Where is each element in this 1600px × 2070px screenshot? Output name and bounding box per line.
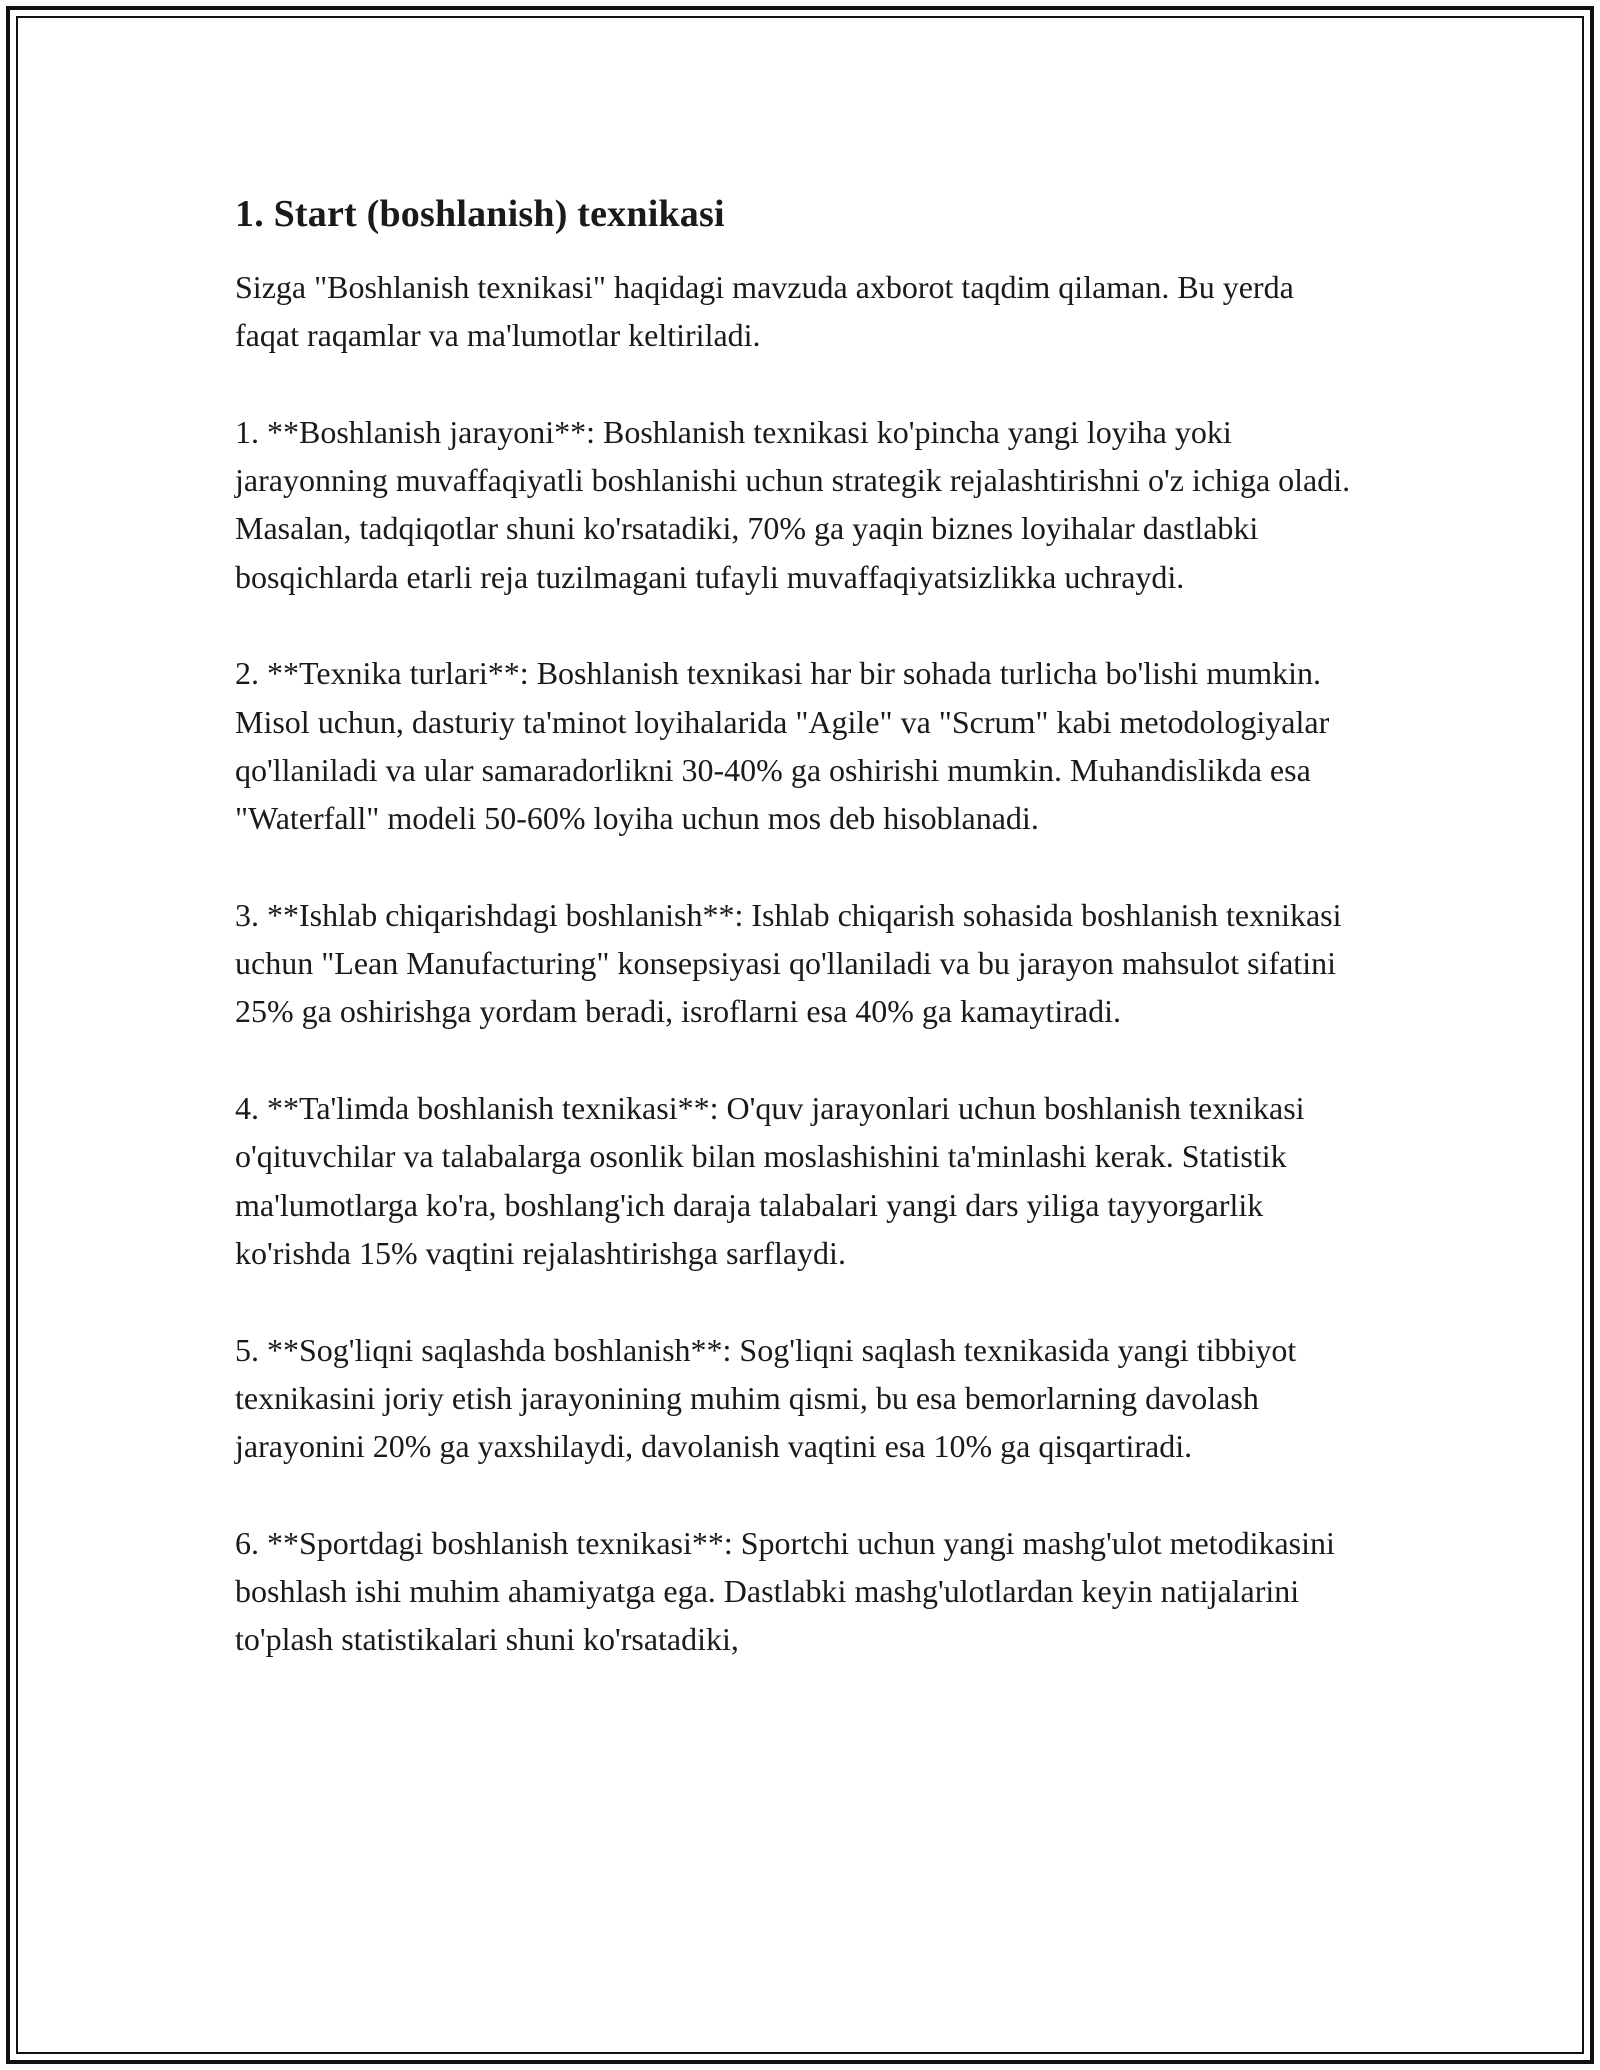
paragraph-texnika-turlari: 2. **Texnika turlari**: Boshlanish texnikasi har bir sohada turlicha bo'lishi mumkin. Misol uchun, dasturiy ta'minot loyihalarida "Agile" va "Scrum" kabi metodologiyalar qo'llaniladi va ular samaradorlikni 30-40% ga oshirishi mumkin. Muhandislikda esa "Waterfall" modeli 50-60% loyiha uchun mos deb hisoblanadi. [235, 655, 1330, 837]
paragraph-boshlanish-jarayoni: 1. **Boshlanish jarayoni**: Boshlanish texnikasi ko'pincha yangi loyiha yoki jarayonning muvaffaqiyatli boshlanishi uchun strategik rejalashtirishni o'z ichiga oladi. Masalan, tadqiqotlar shuni ko'rsatadiki, 70% ga yaqin biznes loyihalar dastlabki bosqichlarda etarli reja tuzilmagani tufayli muvaffaqiyatsizlikka uchraydi. [235, 413, 1351, 595]
paragraph-ishlab-chiqarish: 3. **Ishlab chiqarishdagi boshlanish**: Ishlab chiqarish sohasida boshlanish texnikasi uchun "Lean Manufacturing" konsepsiyasi qo'llaniladi va bu jarayon mahsulot sifatini 25% ga oshirishga yordam beradi, isroflarni esa 40% ga kamaytiradi. [235, 896, 1342, 1030]
intro-paragraph: Sizga "Boshlanish texnikasi" haqidagi mavzuda axborot taqdim qilaman. Bu yerda faqat raqamlar va ma'lumotlar keltiriladi. [235, 269, 1294, 354]
paragraph-sogliqni-saqlash: 5. **Sog'liqni saqlashda boshlanish**: Sog'liqni saqlash texnikasida yangi tibbiyot texnikasini joriy etish jarayonining muhim qismi, bu esa bemorlarning davolash jarayonini 20% ga yaxshilaydi, davolanish vaqtini esa 10% ga qisqartiradi. [235, 1331, 1297, 1465]
document-body [235, 187, 1365, 1664]
paragraph-talimda: 4. **Ta'limda boshlanish texnikasi**: O'quv jarayonlari uchun boshlanish texnikasi o'qituvchilar va talabalarga osonlik bilan moslashishini ta'minlashi kerak. Statistik ma'lumotlarga ko'ra, boshlang'ich daraja talabalari yangi dars yiliga tayyorgarlik ko'rishda 15% vaqtini rejalashtirishga sarflaydi. [235, 1090, 1305, 1271]
document-title: 1. Start (boshlanish) texnikasi [235, 193, 725, 235]
paragraph-sportdagi: 6. **Sportdagi boshlanish texnikasi**: Sportchi uchun yangi mashg'ulot metodikasini boshlash ishi muhim ahamiyatga ega. Dastlabki mashg'ulotlardan keyin natijalarini to'plash statistikalari shuni ko'rsatadiki, [235, 1524, 1335, 1658]
